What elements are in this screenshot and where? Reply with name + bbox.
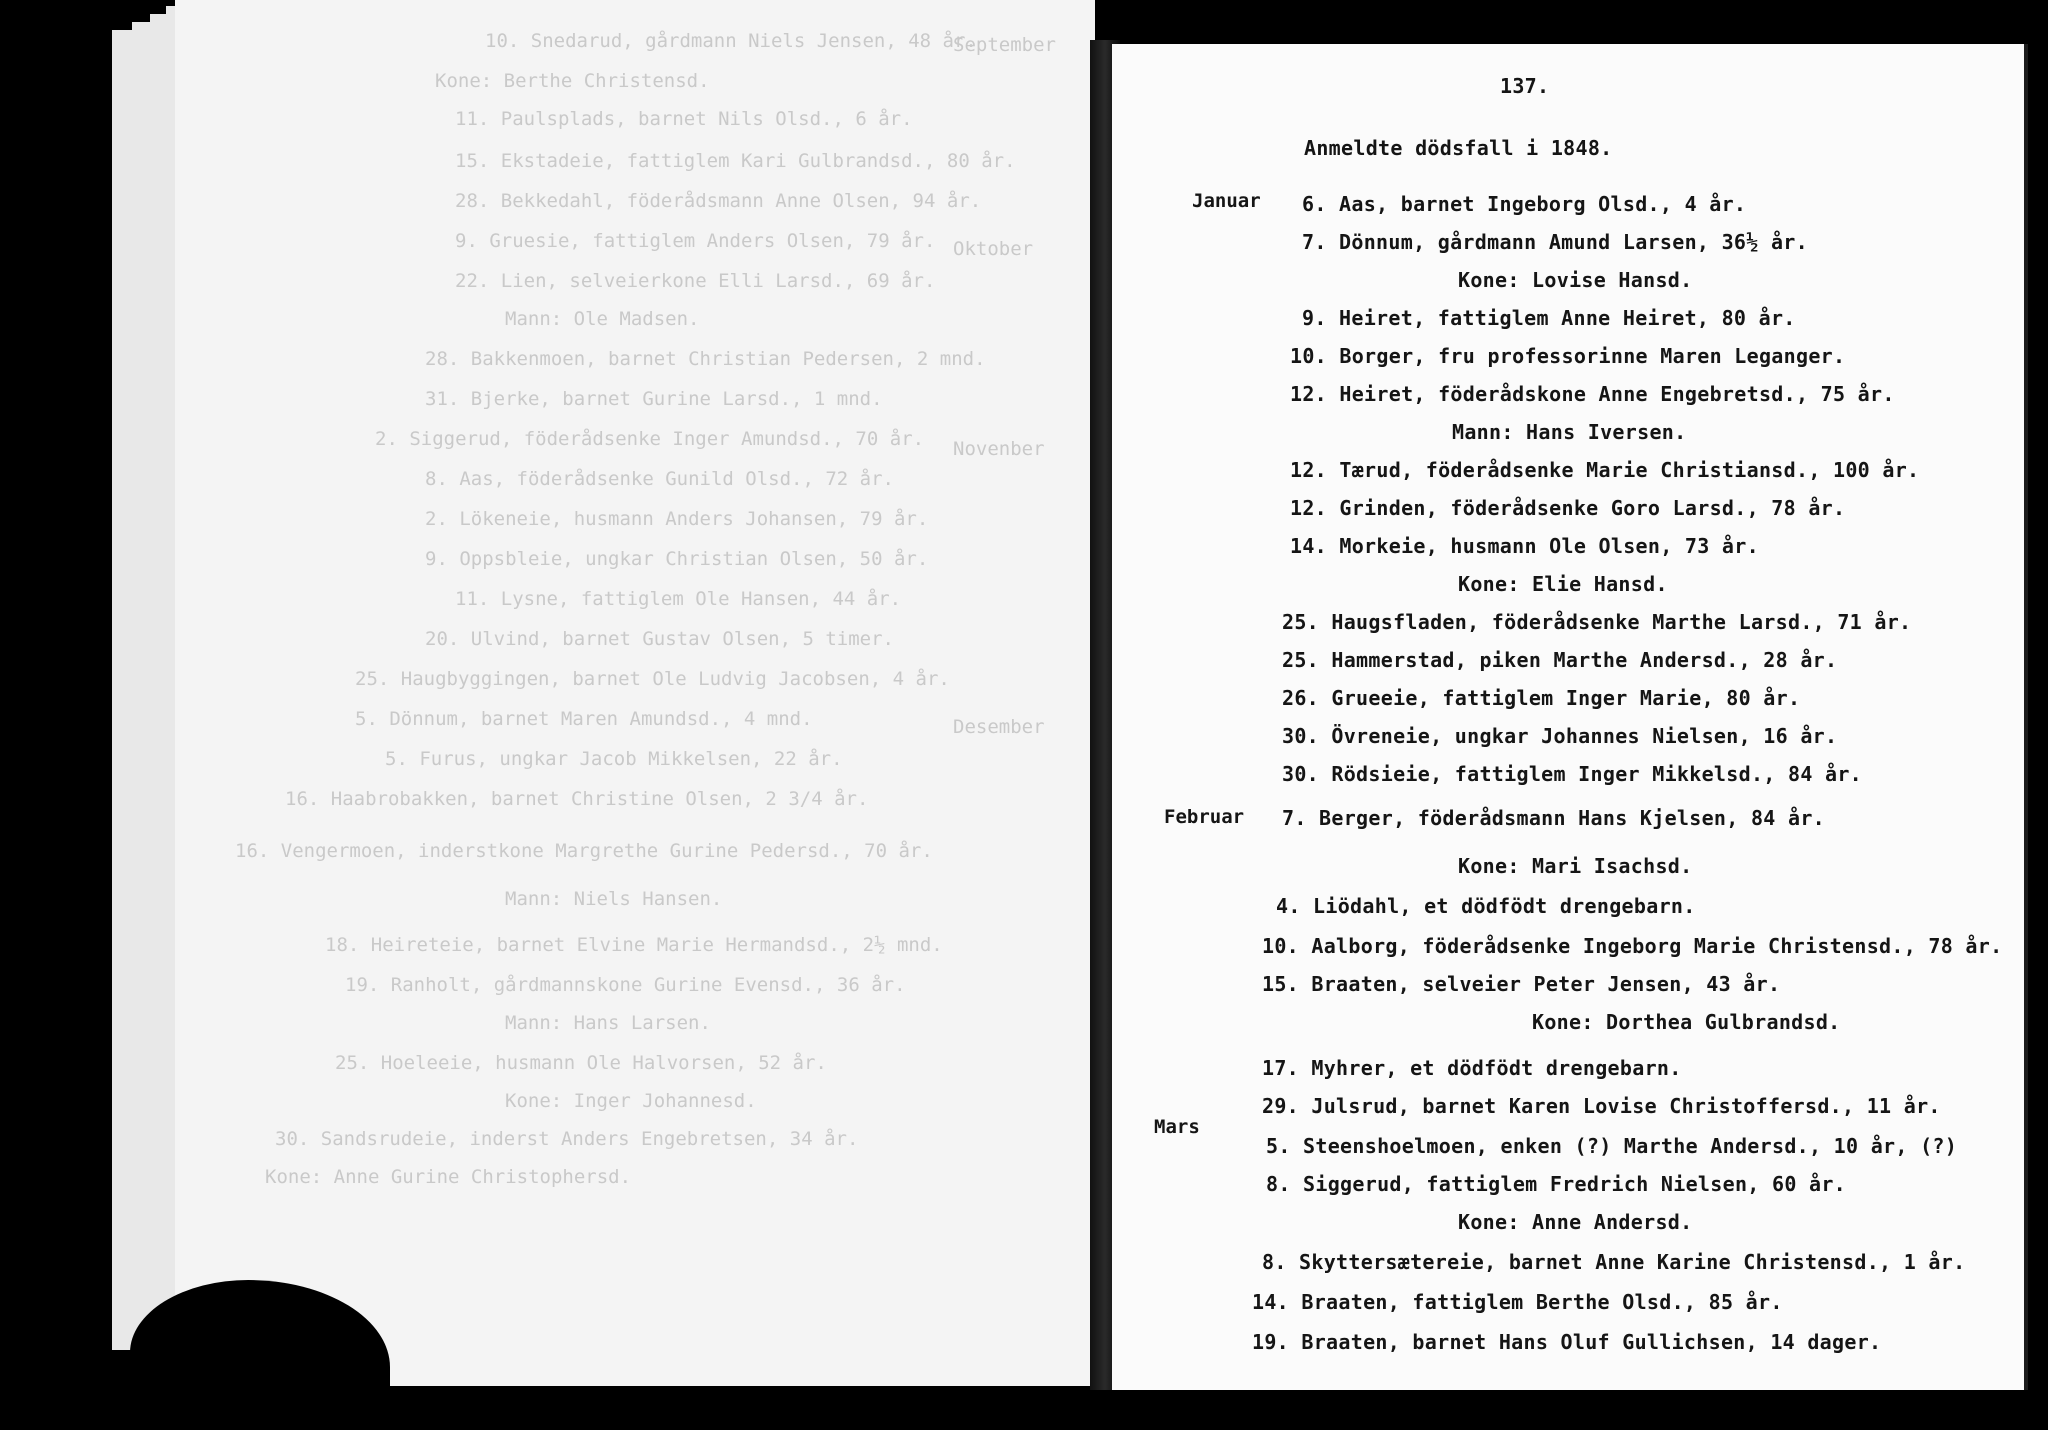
ghost-entry: Kone: Berthe Christensd. (435, 70, 710, 92)
record-entry: 15. Braaten, selveier Peter Jensen, 43 år. (1262, 972, 1781, 996)
record-entry: 7. Dönnum, gårdmann Amund Larsen, 36½ år. (1302, 230, 1808, 254)
record-entry: 30. Rödsieie, fattiglem Inger Mikkelsd., 84 år. (1282, 762, 1863, 786)
record-entry: 12. Tærud, föderådsenke Marie Christiansd., 100 år. (1290, 458, 1920, 482)
record-entry: 25. Haugsfladen, föderådsenke Marthe Larsd., 71 år. (1282, 610, 1912, 634)
record-entry: 19. Braaten, barnet Hans Oluf Gullichsen, 14 dager. (1252, 1330, 1882, 1354)
ghost-entry: 11. Paulsplads, barnet Nils Olsd., 6 år. (455, 108, 913, 130)
month-label-mars: Mars (1154, 1116, 1200, 1138)
ghost-entry: 19. Ranholt, gårdmannskone Gurine Evensd., 36 år. (345, 974, 906, 996)
ghost-entry: 10. Snedarud, gårdmann Niels Jensen, 48 år. (485, 30, 977, 52)
record-entry: 4. Liödahl, et dödfödt drengebarn. (1276, 894, 1696, 918)
spouse-line: Kone: Dorthea Gulbrandsd. (1532, 1010, 1841, 1034)
ghost-entry: 18. Heireteie, barnet Elvine Marie Hermandsd., 2½ mnd. (325, 934, 943, 956)
record-entry: 9. Heiret, fattiglem Anne Heiret, 80 år. (1302, 306, 1796, 330)
ghost-entry: Kone: Anne Gurine Christophersd. (265, 1166, 632, 1188)
ghost-entry: 5. Furus, ungkar Jacob Mikkelsen, 22 år. (385, 748, 843, 770)
ghost-entry: 9. Gruesie, fattiglem Anders Olsen, 79 år. (455, 230, 936, 252)
spouse-line: Kone: Anne Andersd. (1458, 1210, 1693, 1234)
spouse-line: Kone: Lovise Hansd. (1458, 268, 1693, 292)
page-number: 137. (1500, 74, 1550, 98)
record-entry: 17. Myhrer, et dödfödt drengebarn. (1262, 1056, 1682, 1080)
ghost-entry: 28. Bekkedahl, föderådsmann Anne Olsen, 94 år. (455, 190, 982, 212)
record-entry: 8. Siggerud, fattiglem Fredrich Nielsen, 60 år. (1266, 1172, 1847, 1196)
ghost-entry: 25. Haugbyggingen, barnet Ole Ludvig Jacobsen, 4 år. (355, 668, 950, 690)
ghost-entry: 22. Lien, selveierkone Elli Larsd., 69 år. (455, 270, 936, 292)
record-entry: 6. Aas, barnet Ingeborg Olsd., 4 år. (1302, 192, 1747, 216)
record-entry: 25. Hammerstad, piken Marthe Andersd., 28 år. (1282, 648, 1838, 672)
margin-label: Oktober (953, 238, 1034, 260)
ghost-entry: 2. Siggerud, föderådsenke Inger Amundsd., 70 år. (375, 428, 925, 450)
spouse-line: Mann: Hans Iversen. (1452, 420, 1687, 444)
record-entry: 10. Borger, fru professorinne Maren Leganger. (1290, 344, 1846, 368)
ghost-entry: 11. Lysne, fattiglem Ole Hansen, 44 år. (455, 588, 902, 610)
record-entry: 7. Berger, föderådsmann Hans Kjelsen, 84 år. (1282, 806, 1826, 830)
month-label-februar: Februar (1164, 806, 1245, 828)
ghost-entry: 15. Ekstadeie, fattiglem Kari Gulbrandsd., 80 år. (455, 150, 1016, 172)
ghost-entry: 31. Bjerke, barnet Gurine Larsd., 1 mnd. (425, 388, 883, 410)
margin-label: Desember (953, 716, 1045, 738)
ghost-entry: 16. Haabrobakken, barnet Christine Olsen, 2 3/4 år. (285, 788, 869, 810)
record-entry: 29. Julsrud, barnet Karen Lovise Christoffersd., 11 år. (1262, 1094, 1941, 1118)
record-entry: 26. Grueeie, fattiglem Inger Marie, 80 år. (1282, 686, 1801, 710)
ghost-entry: 28. Bakkenmoen, barnet Christian Pedersen, 2 mnd. (425, 348, 986, 370)
record-entry: 5. Steenshoelmoen, enken (?) Marthe Andersd., 10 år, (?) (1266, 1134, 1958, 1158)
ghost-entry: 8. Aas, föderådsenke Gunild Olsd., 72 år. (425, 468, 894, 490)
ghost-entry: Mann: Hans Larsen. (505, 1012, 711, 1034)
record-entry: 14. Braaten, fattiglem Berthe Olsd., 85 år. (1252, 1290, 1783, 1314)
ghost-entry: Mann: Ole Madsen. (505, 308, 700, 330)
margin-label: Novenber (953, 438, 1045, 460)
left-page-faded-text (175, 0, 1095, 1386)
record-entry: 30. Övreneie, ungkar Johannes Nielsen, 16 år. (1282, 724, 1838, 748)
right-page (1112, 44, 2028, 1390)
left-page (175, 0, 1095, 1386)
record-entry: 10. Aalborg, föderådsenke Ingeborg Marie Christensd., 78 år. (1262, 934, 2003, 958)
ghost-entry: 9. Oppsbleie, ungkar Christian Olsen, 50 år. (425, 548, 929, 570)
ghost-entry: Mann: Niels Hansen. (505, 888, 723, 910)
ghost-entry: 5. Dönnum, barnet Maren Amundsd., 4 mnd. (355, 708, 813, 730)
ghost-entry: 25. Hoeleeie, husmann Ole Halvorsen, 52 år. (335, 1052, 827, 1074)
margin-label: September (953, 34, 1056, 56)
record-entry: 8. Skyttersætereie, barnet Anne Karine Christensd., 1 år. (1262, 1250, 1966, 1274)
ghost-entry: 16. Vengermoen, inderstkone Margrethe Gurine Pedersd., 70 år. (235, 840, 933, 862)
ghost-entry: 2. Lökeneie, husmann Anders Johansen, 79 år. (425, 508, 929, 530)
spouse-line: Kone: Mari Isachsd. (1458, 854, 1693, 878)
record-entry: 12. Grinden, föderådsenke Goro Larsd., 78 år. (1290, 496, 1846, 520)
spouse-line: Kone: Elie Hansd. (1458, 572, 1668, 596)
ghost-entry: 30. Sandsrudeie, inderst Anders Engebretsen, 34 år. (275, 1128, 859, 1150)
record-entry: 12. Heiret, föderådskone Anne Engebretsd., 75 år. (1290, 382, 1895, 406)
page-heading: Anmeldte dödsfall i 1848. (1304, 136, 1613, 160)
ghost-entry: 20. Ulvind, barnet Gustav Olsen, 5 timer. (425, 628, 894, 650)
month-label-januar: Januar (1192, 190, 1261, 212)
record-entry: 14. Morkeie, husmann Ole Olsen, 73 år. (1290, 534, 1759, 558)
ghost-entry: Kone: Inger Johannesd. (505, 1090, 757, 1112)
